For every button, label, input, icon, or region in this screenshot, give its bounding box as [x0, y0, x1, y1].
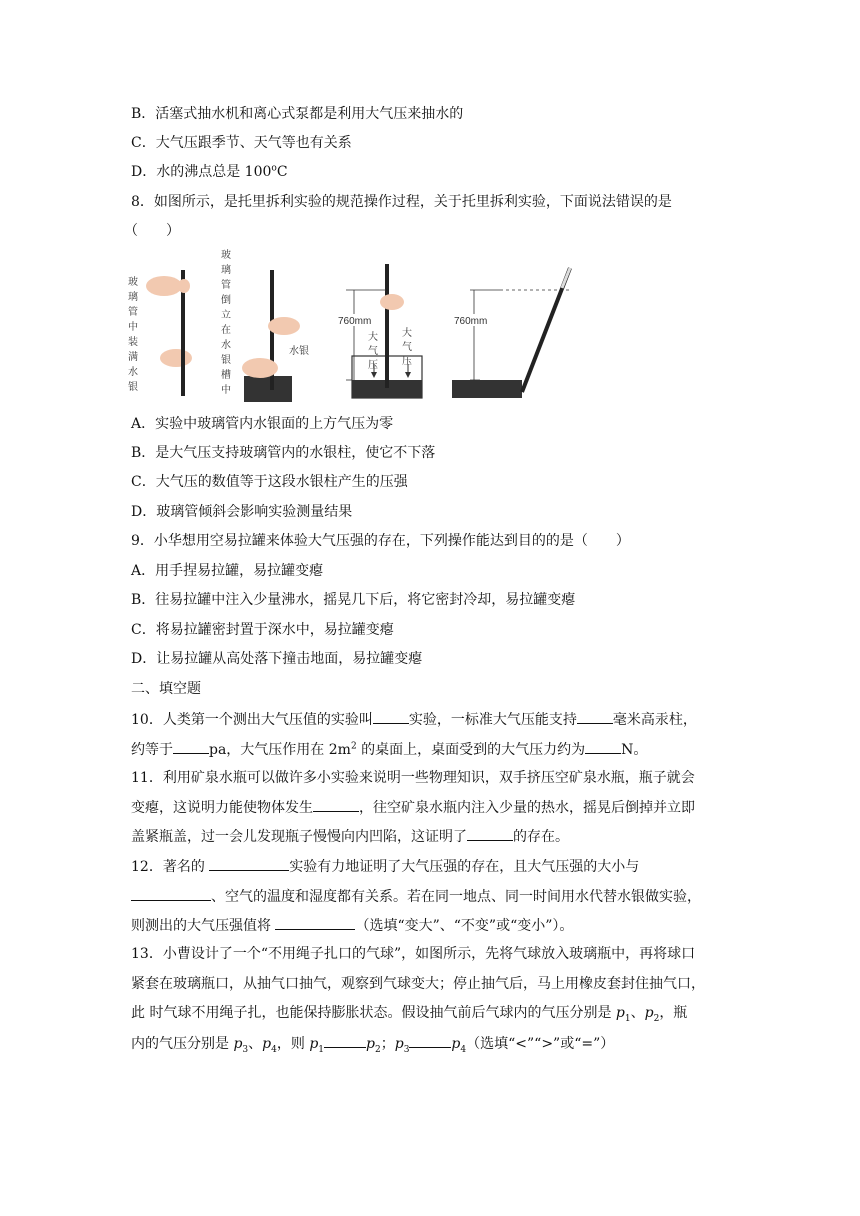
q11-text: ，往空矿泉水瓶内注入少量的热水，摇晃后倒掉并立即: [359, 800, 695, 816]
mercury-trough: [452, 380, 522, 398]
q8-option-d: D．玻璃管倾斜会影响实验测量结果: [131, 504, 353, 520]
label2-char: 璃: [221, 265, 231, 276]
label1-char: 玻: [128, 277, 138, 288]
answer-blank[interactable]: [313, 797, 359, 812]
q10-text: 10．人类第一个测出大气压值的实验叫: [131, 712, 373, 728]
tube-top-empty: [562, 268, 570, 288]
q8-option-a: A．实验中玻璃管内水银面的上方气压为零: [131, 416, 394, 432]
answer-blank[interactable]: [373, 709, 409, 724]
var-p: p: [233, 1036, 243, 1052]
answer-blank[interactable]: [467, 826, 513, 841]
q13-line2: 紧套在玻璃瓶口，从抽气口抽气，观察到气球变大；停止抽气后，马上用橡皮套封住抽气口，: [131, 976, 705, 992]
label-atm2: [402, 326, 412, 367]
hand-bottom: [242, 358, 278, 378]
q12-text: 、空气的温度和湿度都有关系。若在同一地点、同一时间用水代替水银做实验，: [211, 889, 701, 905]
answer-blank[interactable]: [409, 1033, 451, 1048]
separator: 、: [248, 1036, 263, 1052]
q9-stem: 9．小华想用空易拉罐来体验大气压强的存在，下列操作能达到目的的是（ ）: [131, 533, 630, 549]
answer-blank[interactable]: [209, 856, 289, 871]
q11-line1: 11．利用矿泉水瓶可以做许多小实验来说明一些物理知识，双手挤压空矿泉水瓶，瓶子就会: [131, 770, 695, 786]
atm2-char: 气: [402, 342, 412, 353]
label-atm1: [368, 330, 378, 371]
q12-text: 则测出的大气压强值将: [131, 918, 276, 934]
hand-top: [268, 317, 300, 335]
q10-line2: [131, 739, 647, 760]
answer-blank[interactable]: [585, 739, 621, 754]
sub-1: 1: [624, 1013, 631, 1024]
q7-option-d-unit: C: [276, 164, 288, 180]
label2-char: 立: [221, 310, 231, 321]
square-sup: 2: [350, 741, 357, 752]
q12-text: 实验有力地证明了大气压强的存在，且大气压强的大小与: [289, 859, 640, 875]
section-heading: 二、填空题: [131, 681, 201, 697]
panel2-apparatus: [242, 270, 309, 402]
glass-tube: [385, 264, 389, 388]
q7-option-c: C．大气压跟季节、天气等也有关系: [131, 135, 352, 151]
atm1-char: 压: [368, 360, 378, 371]
label-760mm-b: 760mm: [454, 316, 488, 327]
q11-line3: [131, 826, 569, 847]
finger: [178, 279, 190, 293]
sub-3: 3: [403, 1044, 410, 1055]
var-p: p: [262, 1036, 272, 1052]
label-mercury: 水银: [289, 346, 309, 357]
q13-line3: [131, 1003, 687, 1023]
label2-char: 银: [221, 355, 231, 366]
label2-char: 管: [221, 280, 231, 291]
sub-4: 4: [460, 1044, 467, 1055]
q12-text: （选填“变大”、“不变”或“变小”）。: [355, 918, 574, 934]
q12-line3: [131, 915, 573, 936]
q7-option-d: [131, 162, 288, 182]
label2-char: 在: [221, 325, 231, 336]
var-p: p: [451, 1036, 461, 1052]
q9-option-d: D．让易拉罐从高处落下撞击地面，易拉罐变瘪: [131, 651, 423, 667]
sub-3: 3: [242, 1044, 249, 1055]
separator: 、: [630, 1005, 645, 1021]
q10-text: N。: [621, 742, 648, 758]
q10-text: 毫米高汞柱，: [612, 712, 697, 728]
label2-char: 倒: [221, 295, 231, 306]
q8-stem: 8．如图所示，是托里拆利实验的规范操作过程，关于托里拆利实验，下面说法错误的是: [131, 194, 672, 210]
label2-char: 槽: [221, 370, 231, 381]
q10-text: 实验，一标准大气压能支持: [408, 712, 577, 728]
label-760mm-a: 760mm: [338, 316, 372, 327]
arrow-left-head: [371, 372, 377, 378]
q9-option-b: B．往易拉罐中注入少量沸水，摇晃几下后，将它密封冷却，易拉罐变瘪: [131, 592, 576, 608]
panel3-apparatus: [338, 264, 422, 398]
answer-blank[interactable]: [324, 1033, 366, 1048]
var-p: p: [366, 1036, 375, 1052]
label1-char: 璃: [128, 292, 138, 303]
q8-option-c: C．大气压的数值等于这段水银柱产生的压强: [131, 474, 408, 490]
atm2-char: 压: [402, 356, 412, 367]
q11-line2: [131, 797, 695, 818]
label1-char: 银: [128, 382, 138, 393]
q7-option-b: B．活塞式抽水机和离心式泵都是利用大气压来抽水的: [131, 106, 464, 122]
q13-text: 内的气压分别是: [131, 1036, 234, 1052]
atm1-char: 气: [368, 346, 378, 357]
var-p: p: [394, 1036, 404, 1052]
hand-bottom: [160, 349, 192, 367]
label1-char: 水: [128, 367, 138, 378]
q10-line1: [131, 709, 697, 730]
hand-top: [146, 276, 182, 296]
mercury-trough: [244, 376, 292, 402]
q10-text: 约等于: [131, 742, 173, 758]
atm2-char: 大: [402, 328, 412, 339]
q13-line4: [131, 1033, 614, 1054]
q13-text: ，则: [276, 1036, 310, 1052]
q9-option-a: A．用手捏易拉罐，易拉罐变瘪: [131, 563, 324, 579]
label1-char: 装: [128, 337, 138, 348]
q11-text: 盖紧瓶盖，过一会儿发现瓶子慢慢向内凹陷，这证明了: [131, 829, 467, 845]
answer-blank[interactable]: [275, 915, 355, 930]
q11-text: 变瘪，这说明力能使物体发生: [131, 800, 313, 816]
q7-option-d-text: D．水的沸点总是 100: [131, 164, 272, 180]
q10-text: 的桌面上，桌面受到的大气压力约为: [356, 742, 586, 758]
answer-blank[interactable]: [173, 739, 209, 754]
q10-text: pa，大气压作用在 2m: [209, 742, 351, 758]
q13-text: ，瓶: [659, 1005, 688, 1021]
q13-text: （选填“<”“>”或“=”）: [466, 1036, 615, 1052]
label1-char: 满: [128, 352, 138, 363]
answer-blank[interactable]: [577, 709, 613, 724]
sub-2: 2: [374, 1044, 381, 1055]
q12-line2: [131, 886, 701, 907]
label1-char: 管: [128, 307, 138, 318]
label1-char: 中: [128, 322, 138, 333]
degree-sup: o: [271, 163, 277, 174]
hand: [380, 294, 404, 310]
separator: ；: [380, 1036, 395, 1052]
answer-blank[interactable]: [131, 886, 211, 901]
atm1-char: 大: [368, 332, 378, 343]
q13-line1: 13．小曹设计了一个“不用绳子扎口的气球”，如图所示，先将气球放入玻璃瓶中，再将球口: [131, 946, 696, 962]
arrow-right-head: [405, 372, 411, 378]
label2-char: 水: [221, 340, 231, 351]
q13-text: 此 时气球不用绳子扎，也能保持膨胀状态。假设抽气前后气球内的气压分别是: [131, 1005, 616, 1021]
panel1-hands-tube: [146, 270, 192, 396]
q8-option-b: B．是大气压支持玻璃管内的水银柱，使它不下落: [131, 445, 436, 461]
q9-option-c: C．将易拉罐密封置于深水中，易拉罐变瘪: [131, 622, 394, 638]
torricelli-figure: [124, 246, 644, 406]
sub-1: 1: [318, 1044, 325, 1055]
var-p: p: [309, 1036, 319, 1052]
label2-char: 玻: [221, 250, 231, 261]
q12-text: 12．著名的: [131, 859, 210, 875]
q12-line1: [131, 856, 639, 877]
var-p: p: [644, 1005, 654, 1021]
q8-answer-paren: （ ）: [124, 223, 180, 239]
sub-4: 4: [271, 1044, 277, 1055]
panel1-label: [128, 275, 138, 393]
panel2-label: [221, 248, 231, 396]
sub-2: 2: [653, 1013, 660, 1024]
q11-text: 的存在。: [513, 829, 569, 845]
panel4-apparatus: [452, 268, 570, 398]
label2-char: 中: [221, 385, 231, 396]
var-p: p: [615, 1005, 625, 1021]
